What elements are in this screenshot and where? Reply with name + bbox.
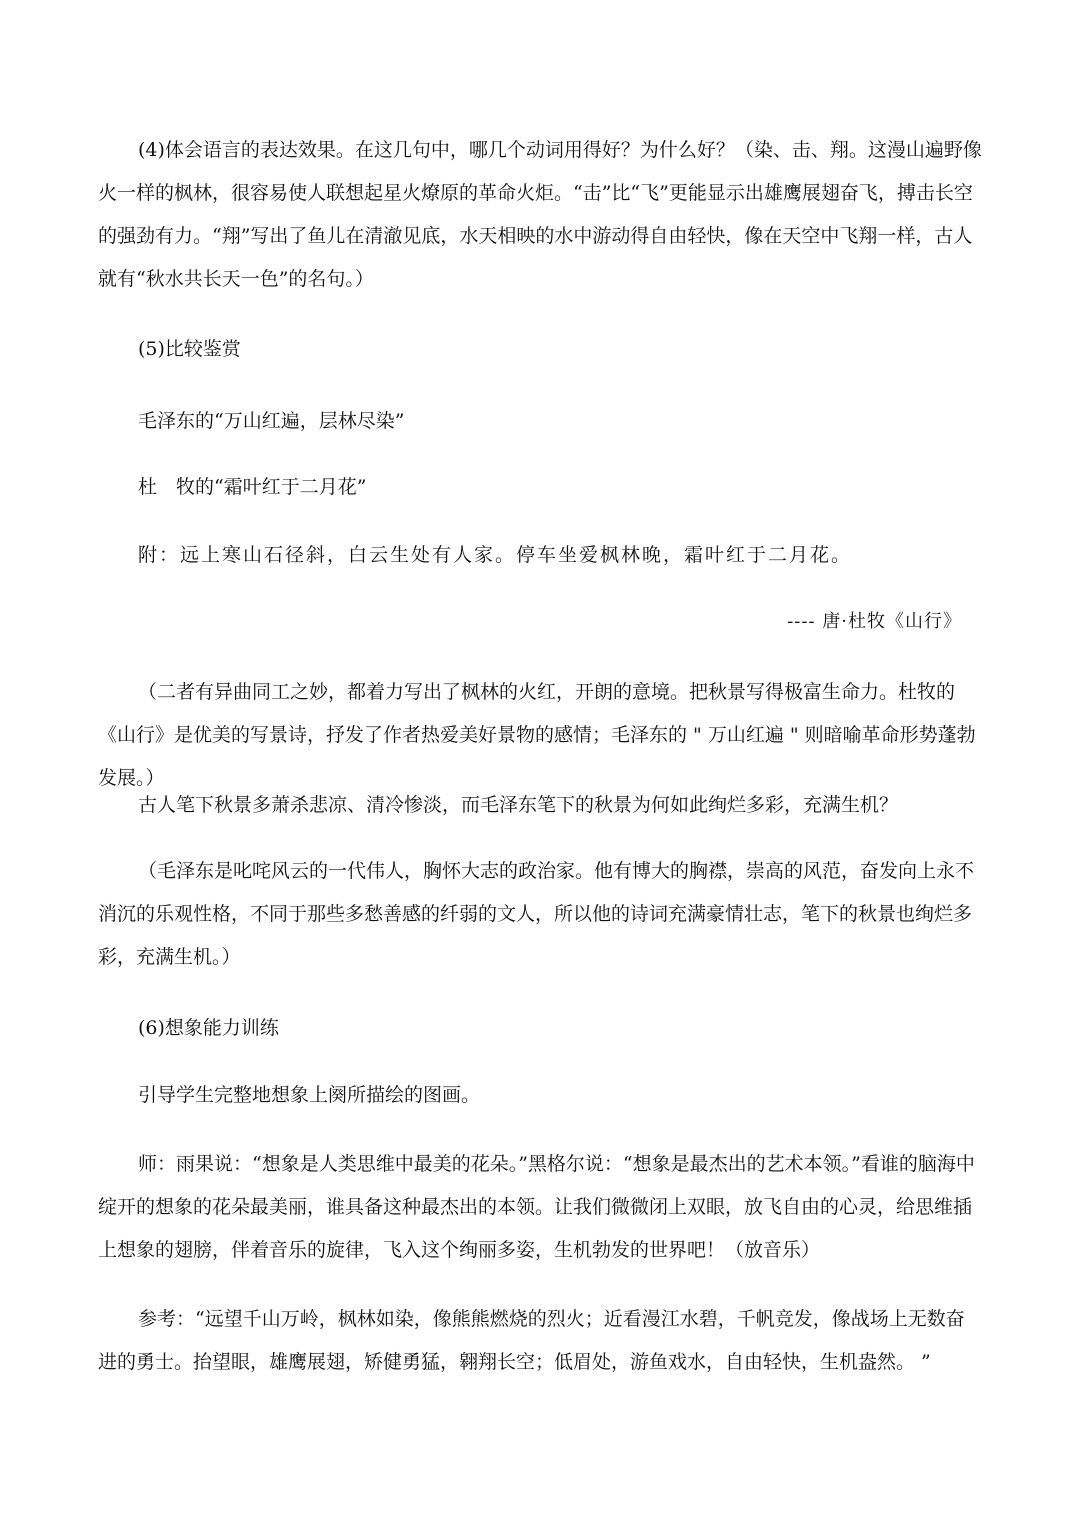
- comparison-answer: （二者有异曲同工之妙，都着力写出了枫林的火红，开朗的意境。把秋景写得极富生命力。杜牧的《山行》是优美的写景诗，抒发了作者热爱美好景物的感情；毛泽东的 " 万山红遍 " 则暗喻革命形势蓬勃发展。）: [98, 681, 976, 789]
- poem-text: 附：远上寒山石径斜，白云生处有人家。停车坐爱枫林晚，霜叶红于二月花。: [138, 544, 853, 566]
- reference-answer: 参考：“远望千山万岭，枫林如染，像熊熊燃烧的烈火；近看漫江水碧，千帆竞发，像战场上无数奋进的勇士。抬望眼，雄鹰展翅，矫健勇猛，翱翔长空；低眉处，游鱼戏水，自由轻快，生机盎然。 ”: [98, 1308, 965, 1373]
- poem-attribution: ---- 唐·杜牧《山行》: [787, 611, 962, 632]
- teacher-speech: 师：雨果说：“想象是人类思维中最美的花朵。”黑格尔说：“想象是最杰出的艺术本领。”看谁的脑海中绽开的想象的花朵最美丽，谁具备这种最杰出的本领。让我们微微闭上双眼，放飞自由的心灵，给思维插上想象的翅膀，伴着音乐的旋律，飞入这个绚丽多姿，生机勃发的世界吧！（放音乐）: [98, 1153, 975, 1261]
- question-text: 古人笔下秋景多萧杀悲凉、清冷惨淡，而毛泽东笔下的秋景为何如此绚烂多彩，充满生机？: [138, 794, 899, 816]
- du-mu-quote: 杜 牧的“霜叶红于二月花”: [138, 476, 367, 498]
- section-heading-compare: (5)比较鉴赏: [138, 338, 241, 360]
- guide-text: 引导学生完整地想象上阕所描绘的图画。: [138, 1084, 481, 1106]
- paragraph-language-effect: (4)体会语言的表达效果。在这几句中，哪几个动词用得好？为什么好？（染、击、翔。这漫山遍野像火一样的枫林，很容易使人联想起星火燎原的革命火炬。“击”比“飞”更能显示出雄鹰展翅奋飞，搏击长空的强劲有力。“翔”写出了鱼儿在清澈见底，水天相映的水中游动得自由轻快，像在天空中飞翔一样，古人就有“秋水共长天一色”的名句。）: [98, 139, 982, 290]
- mao-quote: 毛泽东的“万山红遍，层林尽染”: [138, 410, 405, 432]
- question-answer: （毛泽东是叱咤风云的一代伟人，胸怀大志的政治家。他有博大的胸襟，崇高的风范，奋发向上永不消沉的乐观性格，不同于那些多愁善感的纤弱的文人，所以他的诗词充满豪情壮志，笔下的秋景也绚烂多彩，充满生机。）: [98, 860, 975, 968]
- section-heading-imagination: (6)想象能力训练: [138, 1017, 279, 1039]
